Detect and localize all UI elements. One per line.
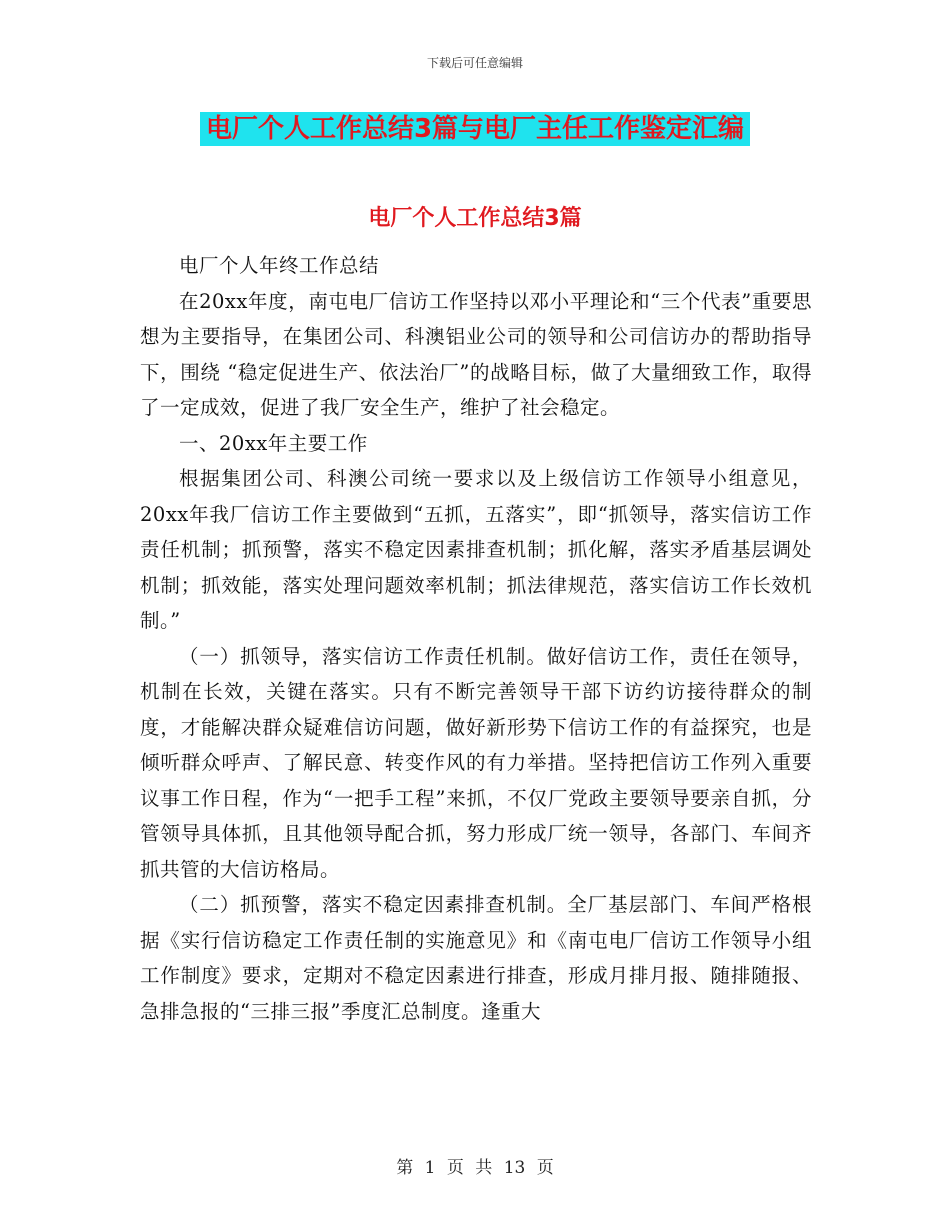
paragraph: 根据集团公司、科澳公司统一要求以及上级信访工作领导小组意见，20xx年我厂信访工作主要做到“五抓，五落实”，即“抓领导，落实信访工作责任机制；抓预警，落实不稳定因素排查机制；抓化解，落实矛盾基层调处机制；抓效能，落实处理问题效率机制；抓法律规范，落实信访工作长效机制。” [140,467,812,632]
paragraph-heading: 电厂个人年终工作总结 [179,254,380,277]
document-body [140,248,812,1029]
header-note: 下载后可任意编辑 [426,56,523,70]
paragraph: （二）抓预警，落实不稳定因素排查机制。全厂基层部门、车间严格根据《实行信访稳定工作责任制的实施意见》和《南屯电厂信访工作领导小组工作制度》要求，定期对不稳定因素进行排查，形成月排月报、随排随报、急排急报的“三排三报”季度汇总制度。逢重大 [140,893,812,1023]
section-title: 电厂个人工作总结3篇 [368,206,582,231]
page-footer: 第 1 页 共 13 页 [396,1158,554,1178]
main-title-container [0,112,950,146]
main-title: 电厂个人工作总结3篇与电厂主任工作鉴定汇编 [200,112,750,146]
paragraph: （一）抓领导，落实信访工作责任机制。做好信访工作，责任在领导，机制在长效，关键在落实。只有不断完善领导干部下访约访接待群众的制度，才能解决群众疑难信访问题，做好新形势下信访工作的有益探究，也是倾听群众呼声、了解民意、转变作风的有力举措。坚持把信访工作列入重要议事工作日程，作为“一把手工程”来抓，不仅厂党政主要领导要亲自抓，分管领导具体抓，且其他领导配合抓，努力形成厂统一领导，各部门、车间齐抓共管的大信访格局。 [140,644,812,881]
paragraph: 在20xx年度，南屯电厂信访工作坚持以邓小平理论和“三个代表”重要思想为主要指导，在集团公司、科澳铝业公司的领导和公司信访办的帮助指导下，围绕 “稳定促进生产、依法治厂”的战略目标，做了大量细致工作，取得了一定成效，促进了我厂安全生产，维护了社会稳定。 [140,289,812,419]
paragraph-heading: 一、20xx年主要工作 [179,431,368,455]
